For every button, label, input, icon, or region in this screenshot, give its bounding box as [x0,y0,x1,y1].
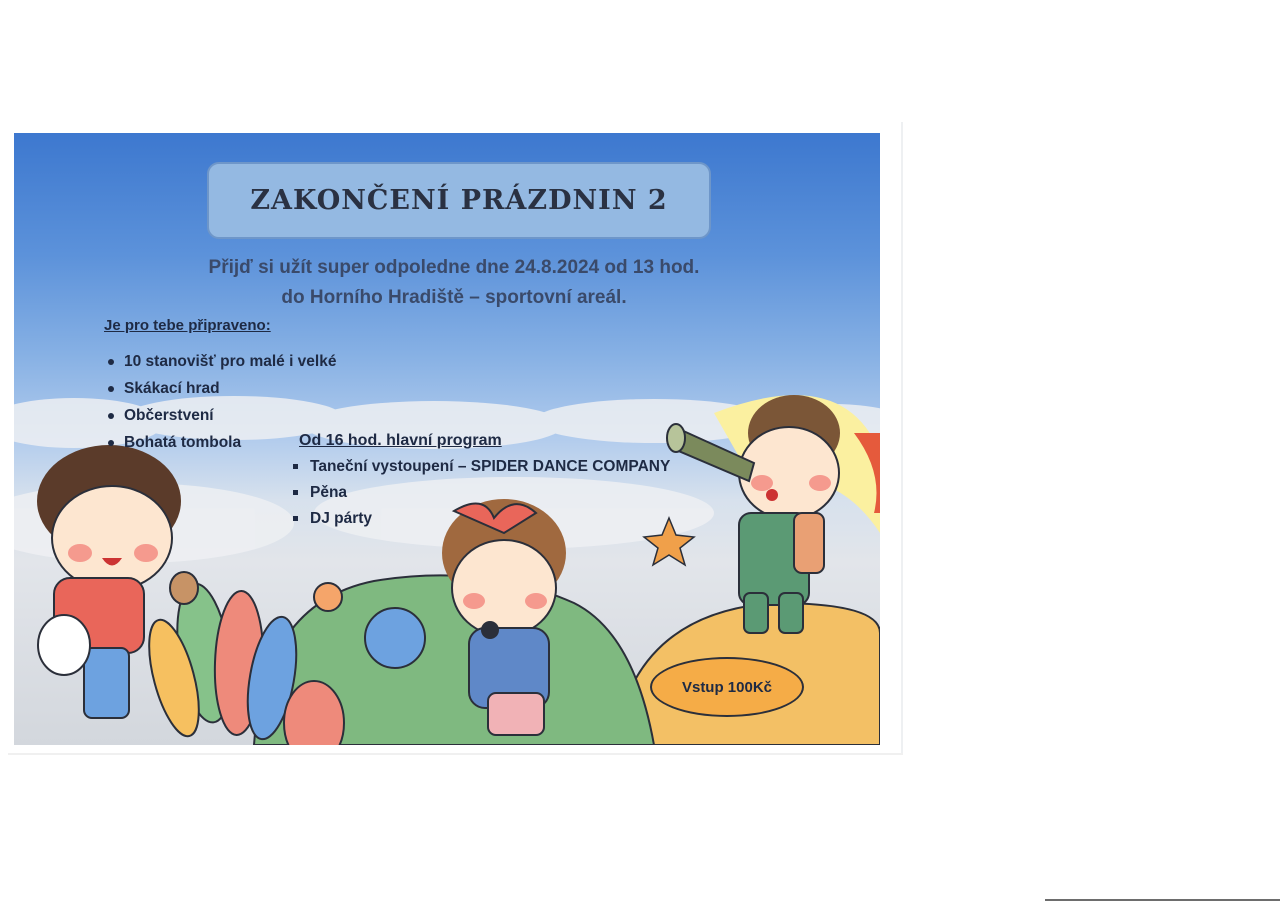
poster-title: ZAKONČENÍ PRÁZDNIN 2 [250,185,668,216]
list-item: Taneční vystoupení – SPIDER DANCE COMPANY [292,454,670,480]
scan-mark [1045,899,1280,901]
program-list [292,454,670,532]
event-poster [14,133,880,745]
entry-fee-badge [650,657,804,717]
scan-edge [8,753,903,755]
title-banner [207,162,711,239]
prepared-heading: Je pro tebe připraveno: [104,317,271,334]
list-item: Skákací hrad [106,375,336,402]
entry-fee-label: Vstup 100Kč [681,678,773,696]
list-item: Pěna [292,480,670,506]
list-item: Občerstvení [106,402,336,429]
program-heading: Od 16 hod. hlavní program [299,432,502,449]
event-location-line: do Horního Hradiště – sportovní areál. [281,287,627,308]
list-item: DJ párty [292,506,670,532]
scan-edge [901,122,903,755]
list-item: 10 stanovišť pro malé i velké [106,348,336,375]
list-item: Bohatá tombola [106,429,336,456]
event-date-line: Přijď si užít super odpoledne dne 24.8.2024 od 13 hod. [208,257,700,278]
